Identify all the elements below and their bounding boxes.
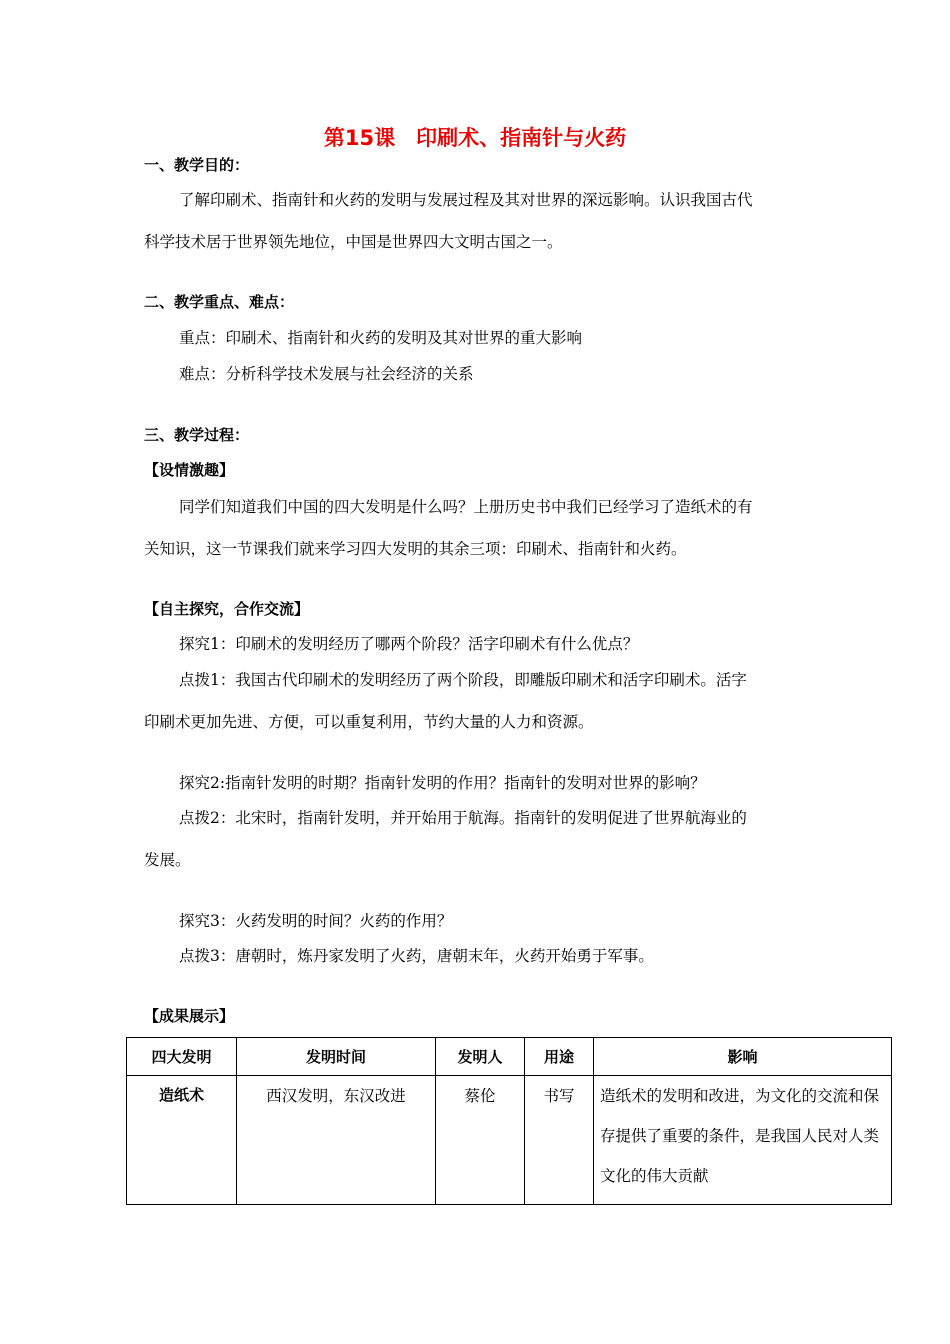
answer-2-line-2: 发展。 — [144, 851, 191, 869]
section-heading-key-points: 二、教学重点、难点： — [144, 293, 295, 311]
table-header-inventor: 发明人 — [436, 1038, 525, 1076]
cell-inventor: 蔡伦 — [436, 1076, 525, 1205]
cell-impact: 造纸术的发明和改进，为文化的交流和保存提供了重要的条件，是我国人民对人类文化的伟大贡献 — [594, 1076, 892, 1205]
table-row — [127, 1076, 892, 1205]
key-point-text: 重点：印刷术、指南针和火药的发明及其对世界的重大影响 — [179, 329, 583, 347]
table-header-row — [127, 1038, 892, 1076]
intro-heading: 【设情激趣】 — [144, 461, 235, 479]
table-header-use: 用途 — [525, 1038, 594, 1076]
section-heading-goals: 一、教学目的： — [144, 156, 250, 174]
table-header-invention: 四大发明 — [127, 1038, 237, 1076]
answer-1-line-2: 印刷术更加先进、方便，可以重复利用，节约大量的人力和资源。 — [144, 713, 594, 731]
section-heading-process: 三、教学过程： — [144, 426, 250, 444]
question-1: 探究1：印刷术的发明经历了哪两个阶段？活字印刷术有什么优点？ — [179, 635, 639, 653]
intro-text-line-2: 关知识，这一节课我们就来学习四大发明的其余三项：印刷术、指南针和火药。 — [144, 540, 687, 558]
goals-text-line-1: 了解印刷术、指南针和火药的发明与发展过程及其对世界的深远影响。认识我国古代 — [179, 191, 753, 209]
answer-1-line-1: 点拨1：我国古代印刷术的发明经历了两个阶段，即雕版印刷术和活字印刷术。活字 — [179, 671, 747, 689]
question-2: 探究2:指南针发明的时期？指南针发明的作用？指南针的发明对世界的影响？ — [179, 774, 706, 792]
cell-use: 书写 — [525, 1076, 594, 1205]
question-3: 探究3：火药发明的时间？火药的作用？ — [179, 912, 453, 930]
cell-time: 西汉发明，东汉改进 — [237, 1076, 436, 1205]
result-heading: 【成果展示】 — [144, 1007, 235, 1025]
answer-2-line-1: 点拨2：北宋时，指南针发明，并开始用于航海。指南针的发明促进了世界航海业的 — [179, 809, 747, 827]
cell-invention: 造纸术 — [127, 1076, 237, 1205]
inventions-table — [126, 1037, 892, 1205]
table-header-time: 发明时间 — [237, 1038, 436, 1076]
page-title: 第15课 印刷术、指南针与火药 — [323, 126, 627, 150]
difficult-point-text: 难点：分析科学技术发展与社会经济的关系 — [179, 365, 474, 383]
goals-text-line-2: 科学技术居于世界领先地位，中国是世界四大文明古国之一。 — [144, 233, 563, 251]
table-header-impact: 影响 — [594, 1038, 892, 1076]
intro-text-line-1: 同学们知道我们中国的四大发明是什么吗？上册历史书中我们已经学习了造纸术的有 — [179, 498, 753, 516]
answer-3: 点拨3：唐朝时，炼丹家发明了火药，唐朝末年，火药开始勇于军事。 — [179, 947, 654, 965]
explore-heading: 【自主探究，合作交流】 — [144, 600, 310, 618]
